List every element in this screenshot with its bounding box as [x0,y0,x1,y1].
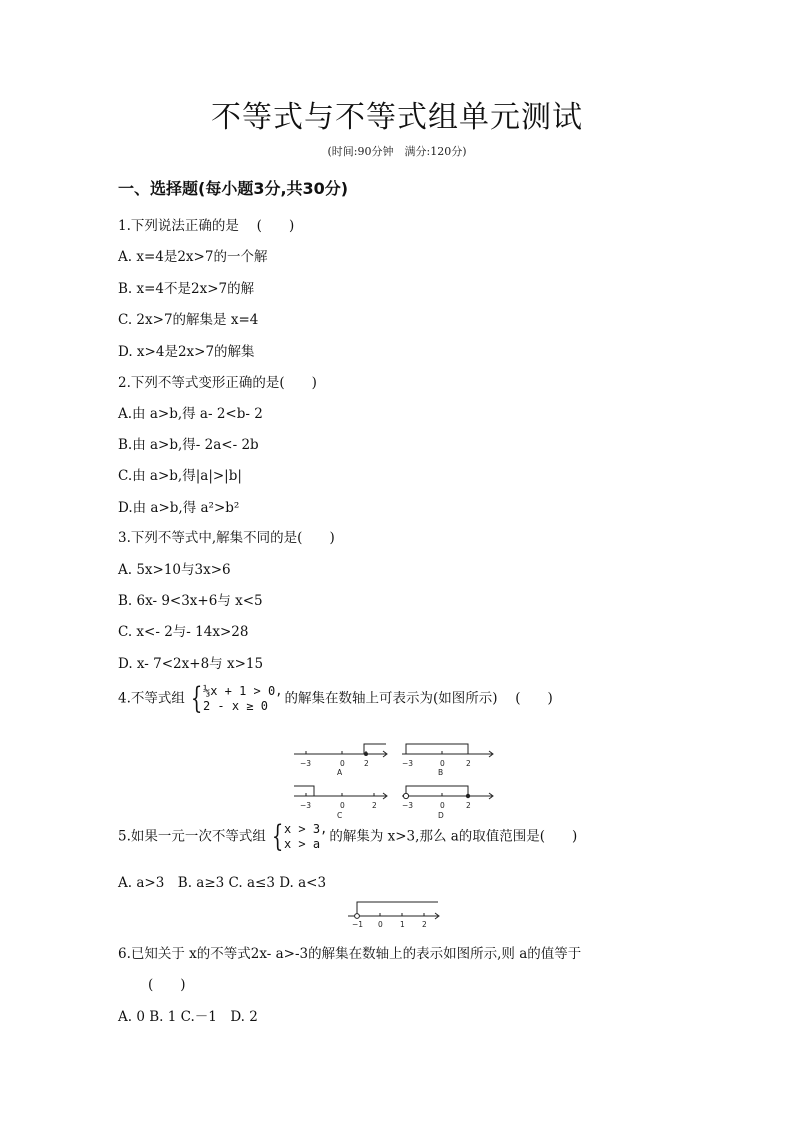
question-1-option-a: A. x=4是2x>7的一个解 [118,249,268,265]
question-2-option-b: B.由 a>b,得- 2a<- 2b [118,437,259,453]
b-tick-0: 0 [440,759,445,768]
question-5-stem [118,819,578,854]
question-4-prefix: 4.不等式组 [118,690,185,707]
question-2-stem: 2.下列不等式变形正确的是( ) [118,375,317,391]
inequality-1: ⅓x + 1 > 0, [202,684,283,698]
question-6-stem: 6.已知关于 x的不等式2x- a>-3的解集在数轴上的表示如图所示,则 a的值等于 [118,946,582,962]
question-1-option-b: B. x=4不是2x>7的解 [118,281,255,297]
question-1-option-d: D. x>4是2x>7的解集 [118,344,255,360]
a-tick-2: 2 [364,759,369,768]
q6-tick-1: 1 [400,920,405,929]
left-brace: { [271,819,284,854]
question-2-option-d: D.由 a>b,得 a²>b² [118,500,240,516]
question-5-suffix: 的解集为 x>3,那么 a的取值范围是( ) [329,828,578,845]
question-3-option-b: B. 6x- 9<3x+6与 x<5 [118,593,263,609]
c-tick-0: 0 [340,801,345,810]
question-1-stem: 1.下列说法正确的是 ( ) [118,218,295,234]
question-2-option-a: A.由 a>b,得 a- 2<b- 2 [118,406,263,422]
a-tick-0: 0 [340,759,345,768]
question-4-stem [118,681,553,716]
question-4-suffix: 的解集在数轴上可表示为(如图所示) ( ) [284,690,553,707]
b-tick-neg3: −3 [402,759,414,768]
question-5-options: A. a>3 B. a≥3 C. a≤3 D. a<3 [118,875,327,891]
c-tick-neg3: −3 [300,801,312,810]
exam-info: (时间:90分钟 满分:120分) [327,145,467,158]
q6-tick-2: 2 [422,920,427,929]
inequality-1: x > 3, [283,822,328,836]
inequality-system [187,681,283,716]
section-heading: 一、选择题(每小题3分,共30分) [118,179,349,198]
number-line-figure-q4 [290,740,500,822]
option-b-label: B [438,768,444,777]
d-tick-2: 2 [466,801,471,810]
question-3-option-c: C. x<- 2与- 14x>28 [118,624,249,640]
d-tick-neg3: −3 [402,801,414,810]
option-d-label: D [438,811,444,820]
inequality-2: x > a [283,837,321,851]
option-c-label: C [337,811,343,820]
question-6-options: A. 0 B. 1 C.－1 D. 2 [118,1009,258,1025]
question-6-answer-paren: ( ) [148,977,186,993]
page-title: 不等式与不等式组单元测试 [211,100,583,135]
inequality-system-q5 [268,819,328,854]
d-tick-0: 0 [440,801,445,810]
question-3-stem: 3.下列不等式中,解集不同的是( ) [118,530,335,546]
left-brace: { [190,681,203,716]
b-tick-2: 2 [466,759,471,768]
question-5-prefix: 5.如果一元一次不等式组 [118,828,266,845]
question-1-option-c: C. 2x>7的解集是 x=4 [118,312,259,328]
option-a-label: A [337,768,343,777]
c-tick-2: 2 [372,801,377,810]
q6-tick-neg1: −1 [352,920,364,929]
question-3-option-a: A. 5x>10与3x>6 [118,562,231,578]
question-3-option-d: D. x- 7<2x+8与 x>15 [118,656,264,672]
question-2-option-c: C.由 a>b,得|a|>|b| [118,468,242,484]
number-line-figure-q6 [344,896,444,930]
q6-tick-0: 0 [378,920,383,929]
inequality-2: 2 - x ≥ 0 [202,699,269,713]
a-tick-neg3: −3 [300,759,312,768]
